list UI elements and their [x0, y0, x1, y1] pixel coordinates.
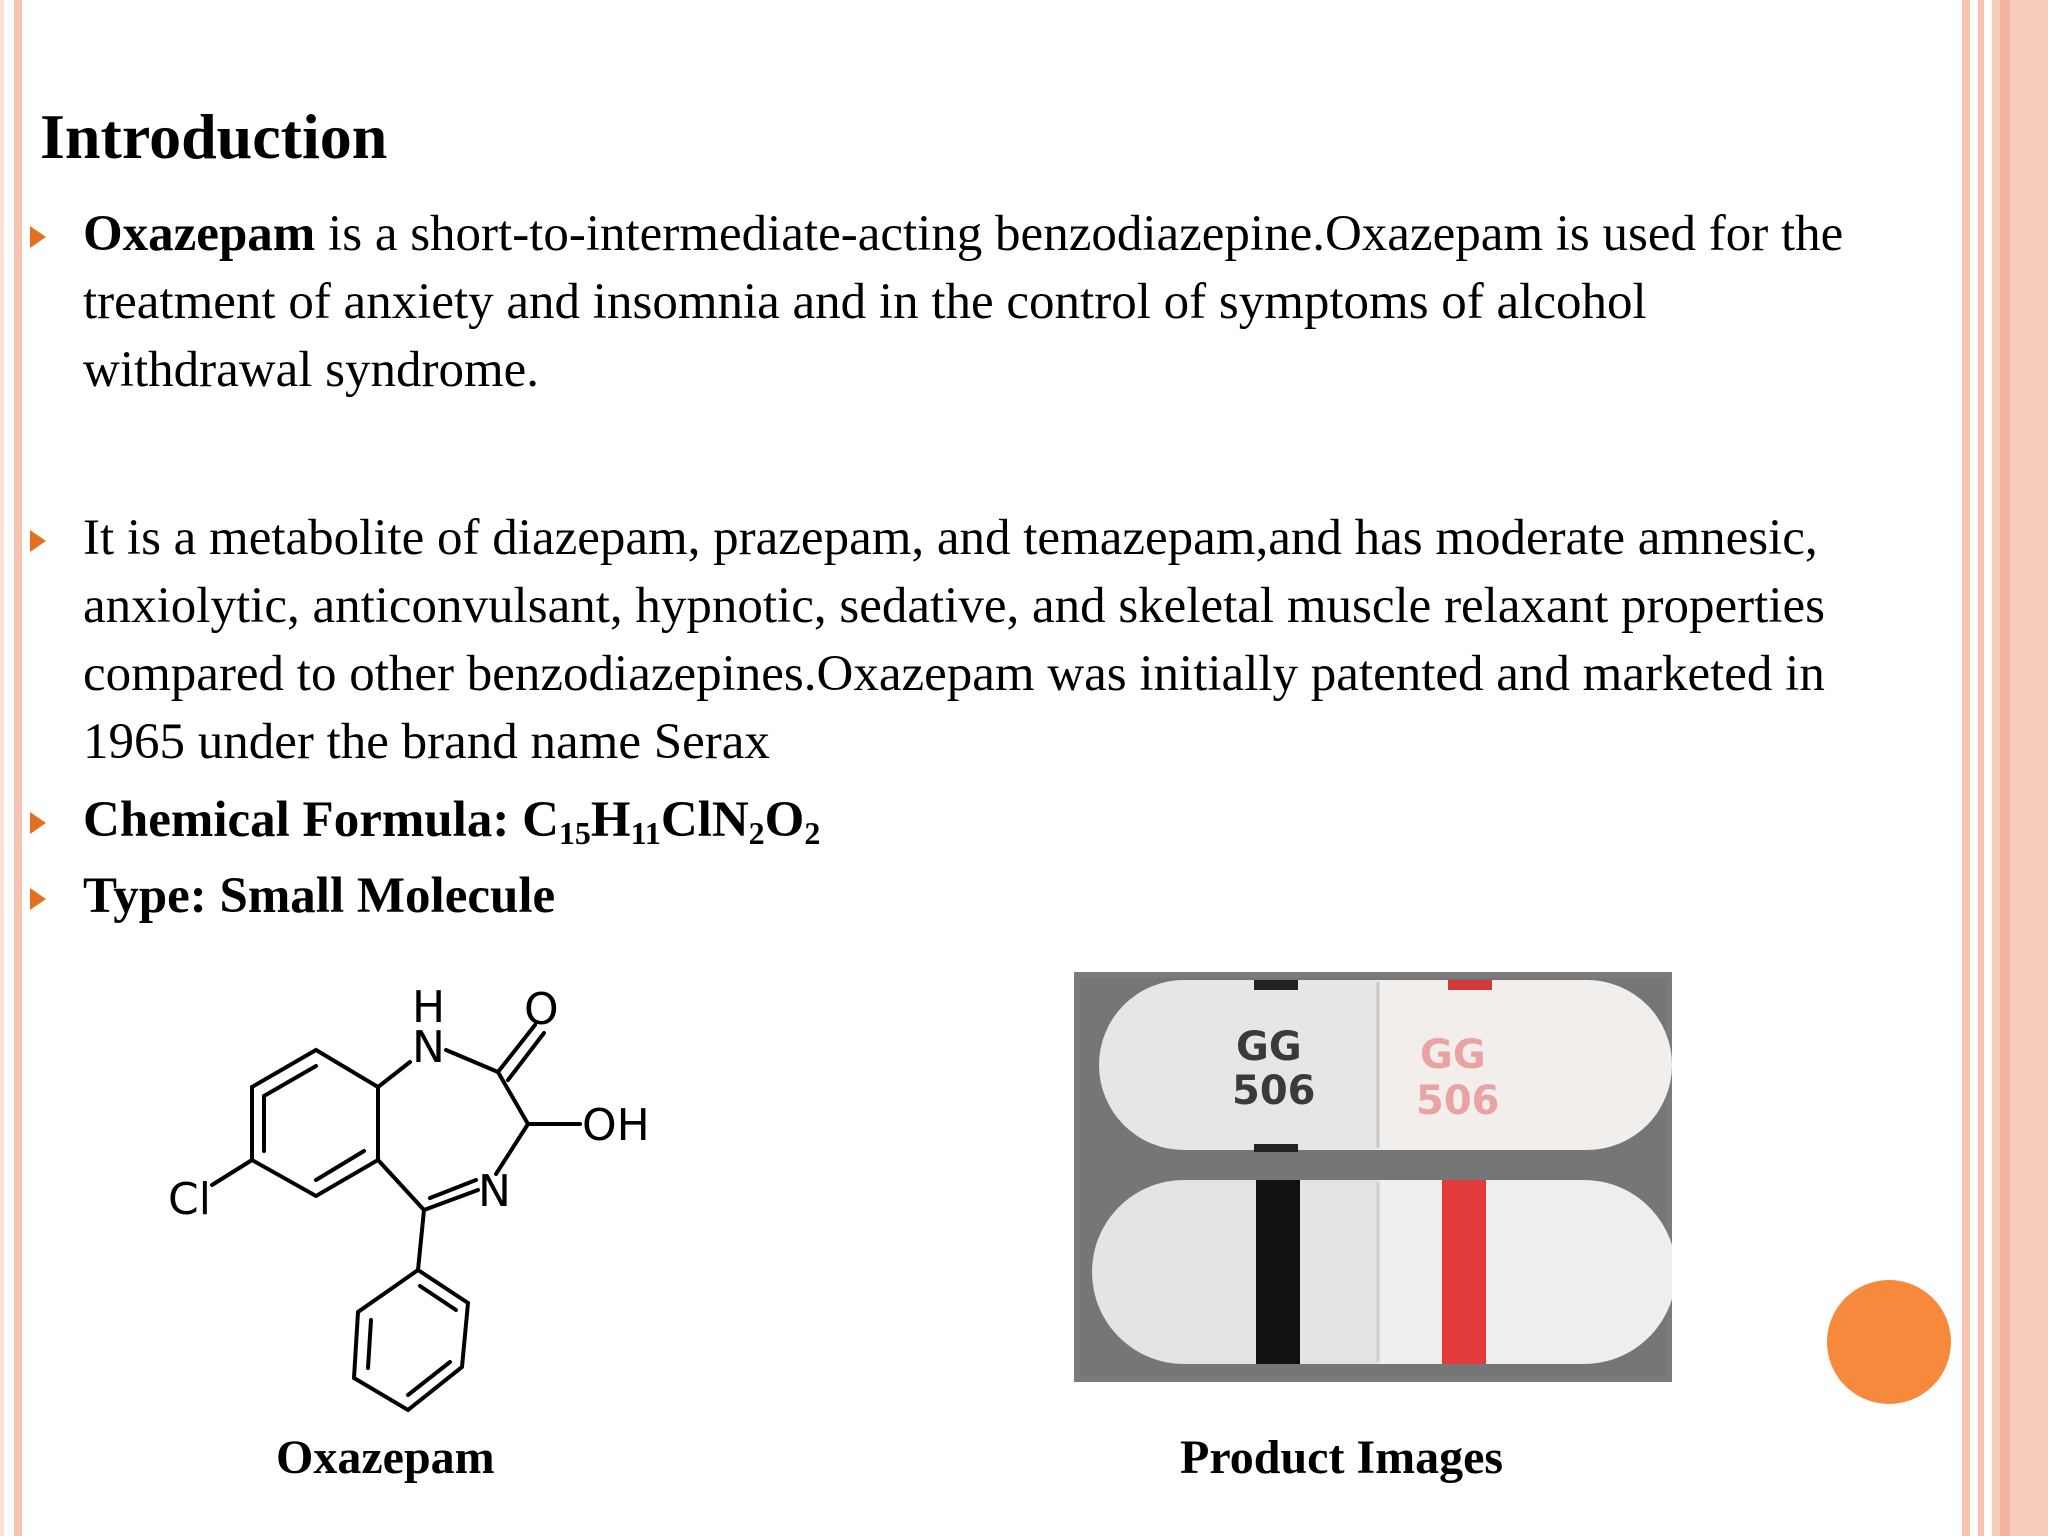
- benzene-ring: [252, 1050, 378, 1196]
- atom-oh: OH: [582, 1100, 650, 1151]
- bullet-type: [22, 862, 1882, 930]
- arrow-bullet-icon: [30, 812, 46, 834]
- product-images-caption: Product Images: [1180, 1431, 1504, 1484]
- atom-o: O: [524, 984, 559, 1035]
- right-border-stripe-1: [1962, 0, 1970, 1536]
- slide-title: Introduction: [40, 101, 388, 172]
- structure-caption: Oxazepam: [276, 1431, 495, 1484]
- capsule-top: [1099, 980, 1672, 1152]
- bullet-formula: [22, 786, 1882, 854]
- atom-cl: Cl: [168, 1174, 211, 1225]
- type-text: Type: Small Molecule: [83, 868, 556, 924]
- imprint-black-line1: GG: [1236, 1024, 1302, 1070]
- atom-n-amide: N: [412, 1022, 445, 1073]
- bullet-list: [22, 200, 1882, 930]
- arrow-bullet-icon: [30, 226, 46, 248]
- capsule-bottom: [1092, 1180, 1672, 1364]
- arrow-bullet-icon: [30, 888, 46, 910]
- metabolite-text: It is a metabolite of diazepam, prazepam, and temazepam,and has moderate amnesic, anxiolytic, anticonvulsant, hypnotic, sedative, and skeletal muscle relaxant properties compared to other benzodiazepines.Oxazepam was initially patented and marketed in 1965 under the brand name Serax: [83, 510, 1825, 770]
- imprint-red-line1: GG: [1420, 1032, 1486, 1078]
- product-capsules-image: [1074, 972, 1672, 1382]
- drug-name: Oxazepam: [83, 206, 316, 262]
- right-border-band-accent: [2000, 0, 2010, 1536]
- atom-h: H: [412, 982, 446, 1033]
- formula-value: $C_{15}H_{11}ClN_2O_2$: [522, 792, 821, 851]
- formula-label: Chemical Formula:: [83, 792, 523, 848]
- imprint-black-line2: 506: [1232, 1068, 1316, 1114]
- bullet-metabolite: [22, 504, 1882, 776]
- arrow-bullet-icon: [30, 530, 46, 552]
- oxazepam-structure-diagram: [150, 975, 670, 1425]
- overview-text: is a short-to-intermediate-acting benzodiazepine.Oxazepam is used for the treatment of anxiety and insomnia and in the control of symptoms of alcohol withdrawal syndrome.: [83, 206, 1844, 398]
- bullet-overview: [22, 200, 1882, 404]
- decorative-orange-circle: [1827, 1280, 1951, 1404]
- imprint-red-line2: 506: [1416, 1078, 1500, 1124]
- right-border-stripe-2: [1978, 0, 1984, 1536]
- left-border-light: [0, 0, 4, 1536]
- atom-n-imine: N: [478, 1166, 511, 1217]
- left-border: [14, 0, 22, 1536]
